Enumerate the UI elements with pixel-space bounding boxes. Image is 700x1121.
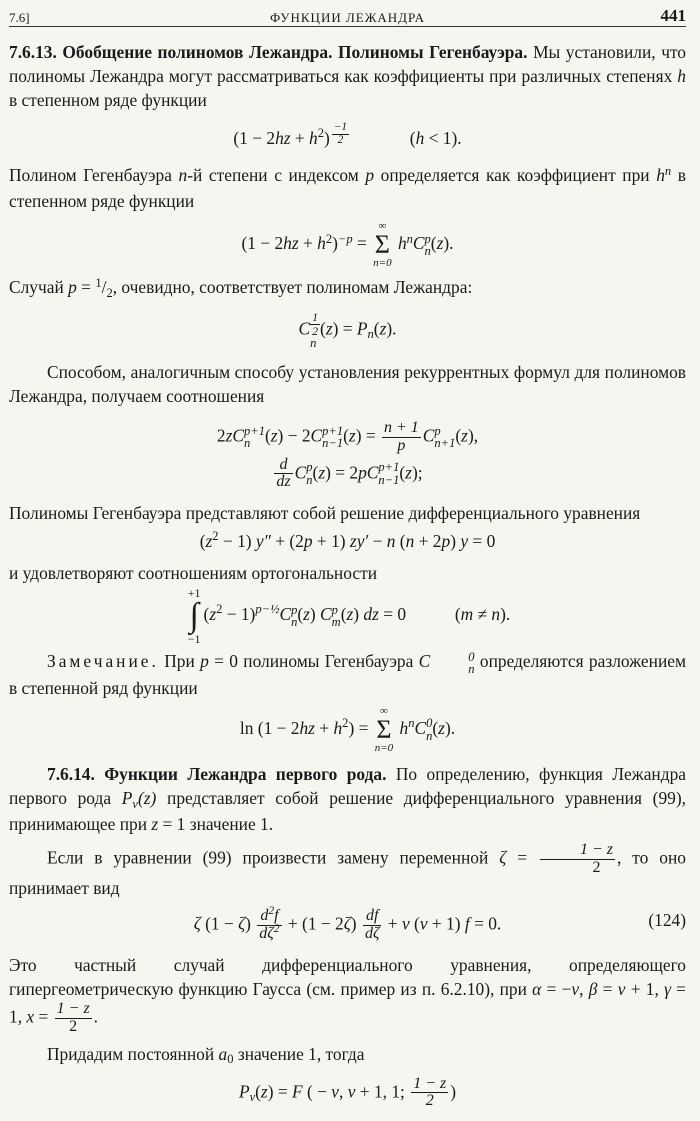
equation-number: (124) bbox=[648, 910, 686, 931]
equation-recurrence-2: $\frac{d}{dz}$ C p n (z) = 2pC p+1 n−1 (z); bbox=[276, 455, 423, 491]
paragraph-orthogonality: и удовлетворяют соотношениям ортогональности bbox=[9, 563, 377, 584]
equation-orthogonality: +1 ∫ −1 $(z^2 - 1)^{p-\frac{1}{2}}C$ p n (z) C p m (z) dz = 0 (m ≠ n). bbox=[187, 586, 511, 647]
header-title: ФУНКЦИИ ЛЕЖАНДРА bbox=[270, 10, 425, 25]
paragraph-legendre-case: Случай $p = ^1/_2$, очевидно, соответствует полиномам Лежандра: bbox=[9, 275, 473, 301]
running-header bbox=[9, 6, 686, 36]
equation-log-expansion: $\ln (1 - 2hz + h^2)$ = ∞ Σ n=0 $h^nC$ 0 n (z). bbox=[239, 704, 456, 754]
remark-label: Замечание. bbox=[47, 651, 159, 672]
page-number: 441 bbox=[660, 6, 686, 25]
paragraph-hypergeometric: Это частный случай дифференциального уравнения, определяющего гипергеометрическую функцию Гаусса (см. пример из п. 6.2.10), при α = −ν, β = ν + 1, γ = 1, x = $\frac{1 - z}{2}$ . bbox=[9, 955, 686, 1035]
paragraph-constant: Придадим постоянной $a_0$ значение 1, тогда bbox=[47, 1043, 365, 1067]
paragraph-substitution: Если в уравнении (99) произвести замену переменной ζ = $\frac{1 - z}{2}$ , то оно принимает вид bbox=[9, 840, 687, 899]
paragraph-remark: Замечание. При p = 0 полиномы Гегенбауэра C 0 n определяются разложением в степенной ряд функции bbox=[9, 649, 686, 698]
equation-generating-legendre: $(1 - 2hz + h^2)$ $^{\frac{-1}{2}}$ (h < 1). bbox=[233, 120, 462, 148]
equation-124: ζ (1 − ζ) $\frac{d^2f}{d\zeta^2}$ + (1 − 2ζ) $\frac{df}{d\zeta}$ + ν (ν + 1) f = 0. (124) bbox=[193, 905, 686, 943]
paragraph-gegenbauer-definition: Полином Гегенбауэра n-й степени с индексом p определяется как коэффициент при $h^n$ в степенном ряде функции bbox=[9, 163, 686, 212]
section-7-6-13-title: 7.6.13. Обобщение полиномов Лежандра. Полиномы Гегенбауэра. bbox=[9, 42, 528, 62]
section-7-6-14-title: 7.6.14. Функции Лежандра первого рода. bbox=[47, 763, 387, 784]
equation-legendre-special-case: C 1 2 n $(z) = P_n(z)$. bbox=[298, 310, 397, 351]
paragraph-differential-equation: Полиномы Гегенбауэра представляют собой решение дифференциального уравнения bbox=[9, 503, 641, 524]
equation-recurrence-1: 2zC p+1 n (z) − 2C p+1 n−1 (z) = $\frac{n + 1}{p}$ C p n+1 (z), bbox=[216, 419, 479, 454]
equation-generating-gegenbauer: $(1 - 2hz + h^2)^{-p}$ = ∞ Σ n=0 $h^nC$ p n (z). bbox=[241, 220, 454, 270]
header-rule bbox=[9, 26, 686, 27]
equation-legendre-hypergeometric: $P_\nu(z) = F$ ( − ν, ν + 1, 1; $\frac{1 - z}{2}$ ) bbox=[238, 1074, 457, 1110]
section-7-6-13-intro: 7.6.13. Обобщение полиномов Лежандра. Полиномы Гегенбауэра. Мы установили, что полиномы Лежандра могут рассматриваться как коэффициенты при различных степенях h в степенном ряде функции bbox=[9, 42, 687, 110]
equation-gegenbauer-ode: $(z^2 - 1) y'' + (2p + 1) zy' - n$ (n + 2p) y = 0 bbox=[199, 529, 496, 552]
paragraph-recurrence: Способом, аналогичным способу установления рекуррентных формул для полиномов Лежандра, получаем соотношения bbox=[9, 362, 686, 406]
header-section-ref: 7.6] bbox=[9, 10, 30, 25]
section-7-6-14-intro: 7.6.14. Функции Лежандра первого рода. По определению, функция Лежандра первого рода $P_\nu(z)$ представляет собой решение дифференциального уравнения (99), принимающее при z = 1 значение 1. bbox=[9, 763, 686, 834]
